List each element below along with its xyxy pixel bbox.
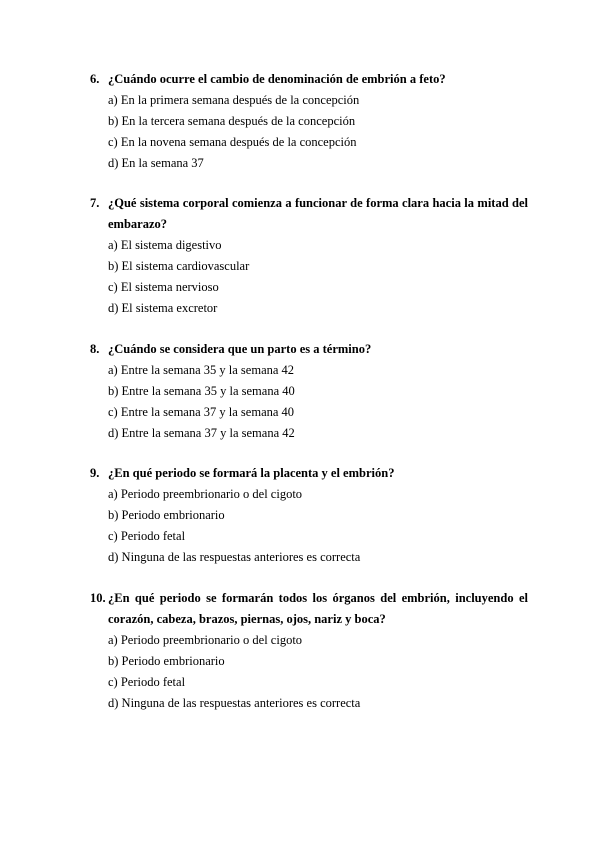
option-d: d) Ninguna de las respuestas anteriores es correcta	[108, 550, 361, 564]
option-d: d) El sistema excretor	[108, 301, 218, 315]
question-heading	[90, 463, 528, 484]
options-list	[90, 90, 528, 174]
option-a: a) En la primera semana después de la concepción	[108, 93, 360, 107]
options-list	[90, 484, 528, 568]
question-number: 10.	[90, 591, 106, 605]
option-d: d) Entre la semana 37 y la semana 42	[108, 426, 295, 440]
option-c: c) En la novena semana después de la concepción	[108, 135, 357, 149]
question-text: ¿Cuándo ocurre el cambio de denominación de embrión a feto?	[108, 72, 446, 86]
question-number: 6.	[90, 72, 100, 86]
question-text: ¿En qué periodo se formarán todos los órganos del embrión, incluyendo el corazón, cabeza, brazos, piernas, ojos, nariz y boca?	[108, 591, 528, 626]
option-a: a) Periodo preembrionario o del cigoto	[108, 633, 303, 647]
question-text: ¿En qué periodo se formará la placenta y el embrión?	[108, 466, 395, 480]
option-a: a) Entre la semana 35 y la semana 42	[108, 363, 295, 377]
options-list	[90, 360, 528, 444]
question-6	[90, 69, 528, 174]
option-b: b) Entre la semana 35 y la semana 40	[108, 384, 295, 398]
question-10	[90, 588, 528, 714]
question-heading	[90, 69, 528, 90]
question-heading	[90, 339, 528, 360]
option-b: b) En la tercera semana después de la concepción	[108, 114, 356, 128]
question-text: ¿Qué sistema corporal comienza a funcionar de forma clara hacia la mitad del embarazo?	[108, 196, 528, 231]
question-number: 7.	[90, 196, 100, 210]
options-list	[90, 630, 528, 714]
option-d: d) En la semana 37	[108, 156, 204, 170]
question-7	[90, 193, 528, 319]
option-a: a) El sistema digestivo	[108, 238, 222, 252]
question-8	[90, 339, 528, 444]
question-9	[90, 463, 528, 568]
option-a: a) Periodo preembrionario o del cigoto	[108, 487, 303, 501]
question-number: 8.	[90, 342, 100, 356]
options-list	[90, 235, 528, 319]
option-c: c) Periodo fetal	[108, 529, 186, 543]
option-b: b) Periodo embrionario	[108, 654, 225, 668]
question-heading	[90, 588, 528, 630]
option-c: c) El sistema nervioso	[108, 280, 219, 294]
question-heading	[90, 193, 528, 235]
option-c: c) Entre la semana 37 y la semana 40	[108, 405, 295, 419]
question-number: 9.	[90, 466, 100, 480]
question-text: ¿Cuándo se considera que un parto es a término?	[108, 342, 372, 356]
option-b: b) Periodo embrionario	[108, 508, 225, 522]
option-b: b) El sistema cardiovascular	[108, 259, 250, 273]
option-d: d) Ninguna de las respuestas anteriores es correcta	[108, 696, 361, 710]
option-c: c) Periodo fetal	[108, 675, 186, 689]
